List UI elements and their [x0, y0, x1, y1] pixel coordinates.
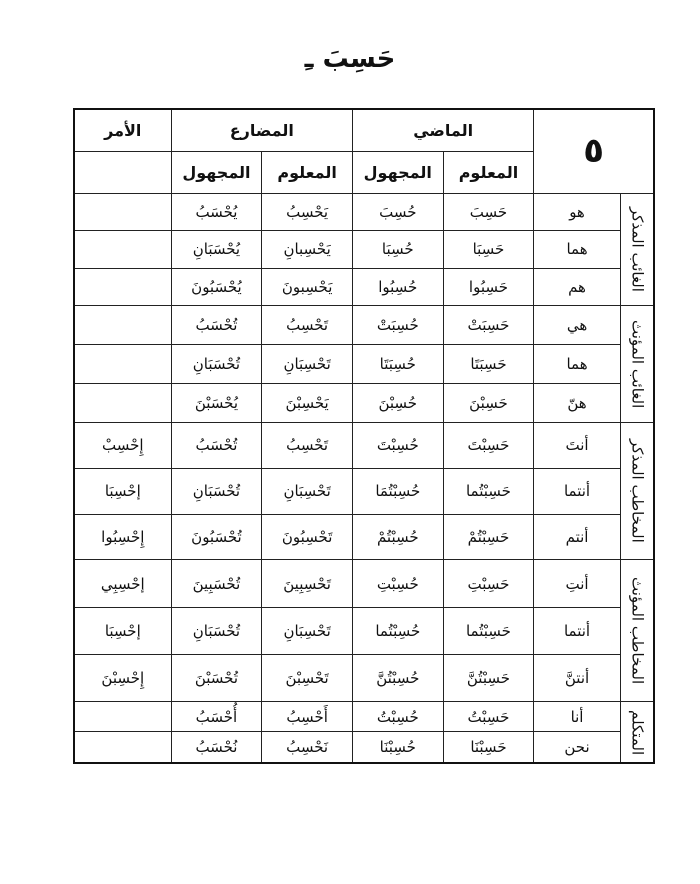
present-passive-cell: تُحْسَبُ	[171, 306, 262, 345]
present-active-cell: نَحْسِبُ	[262, 732, 353, 763]
group-label: المتكلم	[620, 702, 654, 763]
present-passive-cell: تُحْسَبَانِ	[171, 607, 262, 654]
present-passive-cell: نُحْسَبُ	[171, 732, 262, 763]
pronoun-cell: أنتم	[534, 514, 620, 560]
present-active-cell: تَحْسِبْنَ	[262, 654, 353, 701]
past-active-cell: حَسِبُوا	[443, 268, 534, 306]
past-active-cell: حَسِبَا	[443, 231, 534, 269]
imperative-cell	[74, 268, 171, 306]
past-passive-cell: حُسِبْتُمَا	[352, 468, 443, 514]
pronoun-cell: أنا	[534, 702, 620, 732]
present-active-cell: يَحْسِبانِ	[262, 231, 353, 269]
past-active-cell: حَسِبْتُما	[443, 468, 534, 514]
past-passive-cell: حُسِبْتُ	[352, 702, 443, 732]
imperative-cell: إِحْسِبُوا	[74, 514, 171, 560]
group-label: المخاطب المؤنث	[620, 560, 654, 702]
pronoun-cell: هو	[534, 193, 620, 231]
pronoun-cell: هما	[534, 345, 620, 384]
imperative-subheader-empty	[74, 151, 171, 193]
page-title: حَسِبَ ـِ	[304, 44, 396, 74]
present-passive-cell: يُحْسَبْنَ	[171, 384, 262, 423]
pronoun-cell: هنّ	[534, 384, 620, 423]
imperative-cell: إِحْسِبْنَ	[74, 654, 171, 701]
imperative-cell	[74, 306, 171, 345]
past-passive-cell: حُسِبْتُمْ	[352, 514, 443, 560]
present-passive-cell: يُحْسَبَانِ	[171, 231, 262, 269]
past-passive-cell: حُسِبَ	[352, 193, 443, 231]
present-passive-cell: تُحْسَبَانِ	[171, 345, 262, 384]
imperative-cell	[74, 193, 171, 231]
present-passive-cell: يُحْسَبُ	[171, 193, 262, 231]
present-passive-cell: أُحْسَبُ	[171, 702, 262, 732]
imperative-cell: إِحْسِبْ	[74, 423, 171, 469]
pronoun-cell: أنتما	[534, 468, 620, 514]
present-passive-cell: تُحْسَبُونَ	[171, 514, 262, 560]
past-passive-cell: حُسِبْنَ	[352, 384, 443, 423]
pronoun-cell: نحن	[534, 732, 620, 763]
past-active-cell: حَسِبْتَ	[443, 423, 534, 469]
past-active-cell: حَسِبْتُنَّ	[443, 654, 534, 701]
imperative-cell	[74, 384, 171, 423]
present-passive-cell: تُحْسَبِينَ	[171, 560, 262, 607]
imperative-cell	[74, 702, 171, 732]
present-active-cell: تَحْسِبَانِ	[262, 345, 353, 384]
pronoun-cell: هي	[534, 306, 620, 345]
pronoun-cell: هم	[534, 268, 620, 306]
past-active-cell: حَسِبْتُمْ	[443, 514, 534, 560]
past-passive-cell: حُسِبْنَا	[352, 732, 443, 763]
present-active-cell: تَحْسِبِينَ	[262, 560, 353, 607]
present-active-cell: تَحْسِبُ	[262, 306, 353, 345]
present-active-cell: تَحْسِبُ	[262, 423, 353, 469]
past-header: الماضي	[352, 109, 533, 151]
present-passive-cell: تُحْسَبَانِ	[171, 468, 262, 514]
pronoun-cell: أنتما	[534, 607, 620, 654]
past-passive-cell: حُسِبَا	[352, 231, 443, 269]
present-passive-cell: تُحْسَبُ	[171, 423, 262, 469]
imperative-header: الأمر	[74, 109, 171, 151]
chapter-number-cell	[534, 109, 654, 193]
imperative-cell: إحْسِبِي	[74, 560, 171, 607]
present-active-cell: يَحْسِبْنَ	[262, 384, 353, 423]
imperative-cell: إحْسِبَا	[74, 468, 171, 514]
group-label: الغائب المذكر	[620, 193, 654, 306]
past-active-cell: حَسِبْنَ	[443, 384, 534, 423]
past-passive-cell: حُسِبْتُنَّ	[352, 654, 443, 701]
past-active-cell: حَسِبْتُ	[443, 702, 534, 732]
imperative-cell	[74, 345, 171, 384]
imperative-cell	[74, 732, 171, 763]
present-active-cell: تَحْسِبَانِ	[262, 607, 353, 654]
imperative-cell: إحْسِبَا	[74, 607, 171, 654]
present-active-cell: تَحْسِبُونَ	[262, 514, 353, 560]
present-active-cell: يَحْسِبُ	[262, 193, 353, 231]
past-passive-cell: حُسِبَتْ	[352, 306, 443, 345]
past-active-cell: حَسِبْتِ	[443, 560, 534, 607]
pronoun-cell: أنتَ	[534, 423, 620, 469]
group-label: الغائب المؤنث	[620, 306, 654, 423]
past-active-cell: حَسِبَتَا	[443, 345, 534, 384]
past-active-cell: حَسِبْنَا	[443, 732, 534, 763]
group-label: المخاطب المذكر	[620, 423, 654, 560]
imperative-cell	[74, 231, 171, 269]
past-passive-cell: حُسِبْتِ	[352, 560, 443, 607]
past-active-cell: حَسِبْتُما	[443, 607, 534, 654]
present-active-cell: تَحْسِبَانِ	[262, 468, 353, 514]
present-active-cell: يَحْسِبونَ	[262, 268, 353, 306]
present-passive-cell: تُحْسَبْنَ	[171, 654, 262, 701]
present-passive-header: المجهول	[171, 151, 262, 193]
past-passive-cell: حُسِبْتَ	[352, 423, 443, 469]
past-active-cell: حَسِبَ	[443, 193, 534, 231]
conjugation-table	[73, 108, 655, 764]
past-active-header: المعلوم	[443, 151, 534, 193]
present-header: المضارع	[171, 109, 352, 151]
past-passive-header: المجهول	[352, 151, 443, 193]
pronoun-cell: هما	[534, 231, 620, 269]
past-passive-cell: حُسِبَتَا	[352, 345, 443, 384]
chapter-number: ٥	[583, 131, 605, 172]
past-active-cell: حَسِبَتْ	[443, 306, 534, 345]
past-passive-cell: حُسِبْتُما	[352, 607, 443, 654]
present-active-header: المعلوم	[262, 151, 353, 193]
past-passive-cell: حُسِبُوا	[352, 268, 443, 306]
present-active-cell: أَحْسِبُ	[262, 702, 353, 732]
present-passive-cell: يُحْسَبُونَ	[171, 268, 262, 306]
pronoun-cell: أنتنَّ	[534, 654, 620, 701]
pronoun-cell: أنتِ	[534, 560, 620, 607]
